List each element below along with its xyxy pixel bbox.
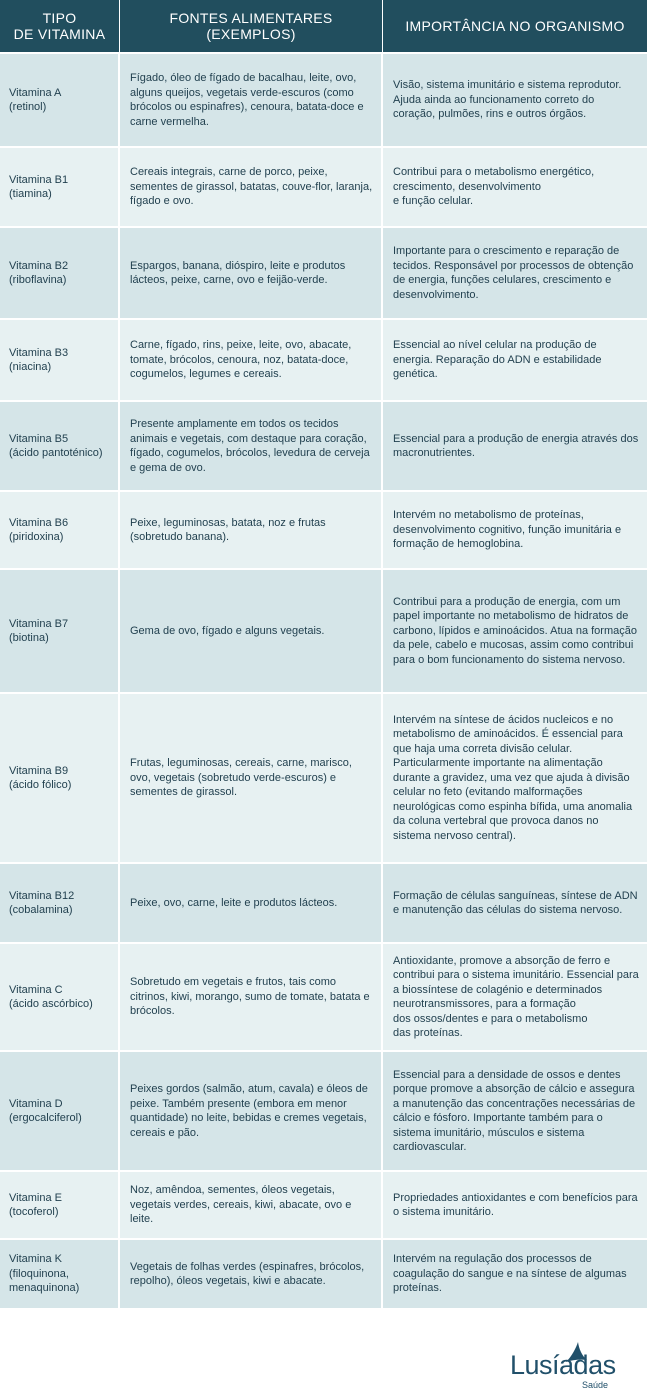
food-sources-cell: Peixe, leguminosas, batata, noz e frutas (sobretudo banana).	[120, 492, 383, 568]
food-sources-cell: Gema de ovo, fígado e alguns vegetais.	[120, 570, 383, 692]
table-row	[0, 226, 647, 318]
table-row	[0, 400, 647, 490]
food-sources-cell: Noz, amêndoa, sementes, óleos vegetais, vegetais verdes, cereais, kiwi, abacate, ovo e leite.	[120, 1172, 383, 1238]
vitamin-name-cell: Vitamina D (ergocalciferol)	[0, 1052, 120, 1170]
importance-cell: Essencial ao nível celular na produção de energia. Reparação do ADN e estabilidade genética.	[383, 320, 647, 400]
logo-subtitle: Saúde	[582, 1380, 609, 1390]
table-row	[0, 942, 647, 1050]
importance-cell: Intervém na síntese de ácidos nucleicos e no metabolismo de aminoácidos. É essencial para que haja uma correta divisão celular. Particularmente importante na alimentação durante a gravidez, uma vez que ajuda à divisão celular no feto (evitando malformações neurológicas como espinha bífida, uma anomalia da coluna vertebral que provoca danos no sistema nervoso central).	[383, 694, 647, 862]
table-body	[0, 52, 647, 1308]
table-row	[0, 1238, 647, 1308]
importance-cell: Importante para o crescimento e reparação de tecidos. Responsável por processos de obtenção de energia, funções celulares, crescimento e desenvolvimento.	[383, 228, 647, 318]
table-row	[0, 318, 647, 400]
table-row	[0, 862, 647, 942]
food-sources-cell: Espargos, banana, dióspiro, leite e produtos lácteos, peixe, carne, ovo e feijão-verde.	[120, 228, 383, 318]
vitamin-name-cell: Vitamina K (filoquinona, menaquinona)	[0, 1240, 120, 1308]
importance-cell: Visão, sistema imunitário e sistema reprodutor. Ajuda ainda ao funcionamento correto do coração, pulmões, rins e outros órgãos.	[383, 54, 647, 146]
importance-cell: Contribui para a produção de energia, com um papel importante no metabolismo de hidratos de carbono, lípidos e aminoácidos. Atua na formação da pele, cabelo e mucosas, assim como contribui para o bom funcionamento do sistema nervoso.	[383, 570, 647, 692]
vitamin-name-cell: Vitamina A (retinol)	[0, 54, 120, 146]
food-sources-cell: Cereais integrais, carne de porco, peixe, sementes de girassol, batatas, couve-flor, laranja, fígado e ovo.	[120, 148, 383, 226]
table-row	[0, 1050, 647, 1170]
food-sources-cell: Vegetais de folhas verdes (espinafres, brócolos, repolho), óleos vegetais, kiwi e abacate.	[120, 1240, 383, 1308]
header-food-sources: FONTES ALIMENTARES (EXEMPLOS)	[120, 0, 383, 52]
importance-cell: Essencial para a densidade de ossos e dentes porque promove a absorção de cálcio e assegura a manutenção das concentrações necessárias de cálcio e fósforo. Importante também para o sistema imunitário, músculos e sistema cardiovascular.	[383, 1052, 647, 1170]
vitamin-name-cell: Vitamina E (tocoferol)	[0, 1172, 120, 1238]
header-importance: IMPORTÂNCIA NO ORGANISMO	[405, 18, 625, 34]
vitamin-name-cell: Vitamina B9 (ácido fólico)	[0, 694, 120, 862]
logo-wordmark: Lusíadas	[510, 1350, 616, 1380]
header-vitamin-type: TIPO DE VITAMINA	[0, 0, 120, 52]
vitamin-name-cell: Vitamina B2 (riboflavina)	[0, 228, 120, 318]
food-sources-cell: Carne, fígado, rins, peixe, leite, ovo, abacate, tomate, brócolos, cenoura, noz, batata-doce, cogumelos, legumes e cereais.	[120, 320, 383, 400]
vitamin-name-cell: Vitamina B5 (ácido pantoténico)	[0, 402, 120, 490]
table-row	[0, 692, 647, 862]
vitamin-name-cell: Vitamina B3 (niacina)	[0, 320, 120, 400]
vitamin-name-cell: Vitamina B7 (biotina)	[0, 570, 120, 692]
table-row	[0, 568, 647, 692]
vitamin-name-cell: Vitamina B6 (piridoxina)	[0, 492, 120, 568]
food-sources-cell: Peixes gordos (salmão, atum, cavala) e óleos de peixe. Também presente (embora em menor quantidade) no leite, bebidas e cremes vegetais, cereais e pão.	[120, 1052, 383, 1170]
importance-cell: Intervém na regulação dos processos de coagulação do sangue e na síntese de algumas proteínas.	[383, 1240, 647, 1308]
table-row	[0, 146, 647, 226]
food-sources-cell: Fígado, óleo de fígado de bacalhau, leite, ovo, alguns queijos, vegetais verde-escuros (como brócolos ou espinafres), cenoura, batata-doce e carne vermelha.	[120, 54, 383, 146]
importance-cell: Essencial para a produção de energia através dos macronutrientes.	[383, 402, 647, 490]
food-sources-cell: Frutas, leguminosas, cereais, carne, marisco, ovo, vegetais (sobretudo verde-escuros) e sementes de girassol.	[120, 694, 383, 862]
table-row	[0, 52, 647, 146]
importance-cell: Formação de células sanguíneas, síntese de ADN e manutenção das células do sistema nervoso.	[383, 864, 647, 942]
vitamin-name-cell: Vitamina C (ácido ascórbico)	[0, 944, 120, 1050]
vitamin-name-cell: Vitamina B1 (tiamina)	[0, 148, 120, 226]
importance-cell: Antioxidante, promove a absorção de ferro e contribui para o sistema imunitário. Essencial para a biossíntese de colagénio e determinados neurotransmissores, para a formação dos ossos/dentes e para o metabolismo das proteínas.	[383, 944, 647, 1050]
importance-cell: Intervém no metabolismo de proteínas, desenvolvimento cognitivo, função imunitária e formação de hemoglobina.	[383, 492, 647, 568]
importance-cell: Propriedades antioxidantes e com benefícios para o sistema imunitário.	[383, 1172, 647, 1238]
importance-cell: Contribui para o metabolismo energético, crescimento, desenvolvimento e função celular.	[383, 148, 647, 226]
vitamin-name-cell: Vitamina B12 (cobalamina)	[0, 864, 120, 942]
food-sources-cell: Presente amplamente em todos os tecidos animais e vegetais, com destaque para coração, fígado, cogumelos, brócolos, levedura de cerveja e gema de ovo.	[120, 402, 383, 490]
table-header	[0, 0, 647, 52]
food-sources-cell: Sobretudo em vegetais e frutos, tais como citrinos, kiwi, morango, sumo de tomate, batata e brócolos.	[120, 944, 383, 1050]
table-row	[0, 490, 647, 568]
food-sources-cell: Peixe, ovo, carne, leite e produtos lácteos.	[120, 864, 383, 942]
table-row	[0, 1170, 647, 1238]
lusiadas-logo	[510, 1342, 620, 1392]
